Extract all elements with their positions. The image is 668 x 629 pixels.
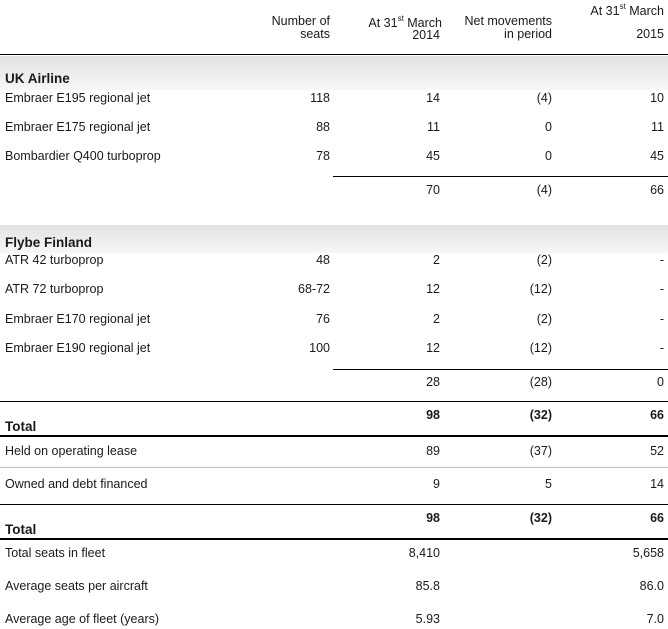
row-2015: - xyxy=(659,341,664,355)
row-seats: 118 xyxy=(310,91,330,105)
row-2015: 14 xyxy=(650,477,664,491)
header-seats-line1: Number of xyxy=(271,14,330,28)
row-label: Average seats per aircraft xyxy=(5,579,148,593)
total2-net: (32) xyxy=(529,511,552,525)
row-2014: 14 xyxy=(426,91,440,105)
uk-subtotal-rule xyxy=(333,176,668,177)
row-2015: 7.0 xyxy=(646,612,664,626)
header-seats-line2: seats xyxy=(300,27,330,41)
row-seats: 100 xyxy=(309,341,330,355)
total2-2014: 98 xyxy=(426,511,440,525)
row-net: 0 xyxy=(545,120,552,134)
row-2015: - xyxy=(659,282,664,296)
row-2014: 85.8 xyxy=(415,579,440,593)
header-net-line2: in period xyxy=(504,27,552,41)
header-2014-prefix: At 31 xyxy=(368,16,398,30)
flybe-finland-band xyxy=(0,225,668,253)
header-2015-suffix: March xyxy=(625,4,664,18)
row-label: Average age of fleet (years) xyxy=(5,612,160,626)
row-net: (2) xyxy=(536,312,552,326)
uk-airline-band xyxy=(0,56,668,90)
total1-net: (32) xyxy=(529,408,552,422)
subtotal-net: (4) xyxy=(536,183,552,197)
header-2015-prefix: At 31 xyxy=(590,4,620,18)
row-2014: 89 xyxy=(426,444,440,458)
row-2015: 10 xyxy=(650,91,664,105)
row-label: ATR 72 turboprop xyxy=(5,282,104,296)
row-2014: 8,410 xyxy=(408,546,440,560)
row-net: (2) xyxy=(536,253,552,267)
subtotal-2014: 28 xyxy=(426,375,440,389)
flybe-finland-title: Flybe Finland xyxy=(5,235,93,250)
row-2015: - xyxy=(659,312,664,326)
row-label: Total seats in fleet xyxy=(5,546,106,560)
row-2015: 45 xyxy=(650,149,664,163)
row-2015: - xyxy=(659,253,664,267)
subtotal-2015: 66 xyxy=(650,183,664,197)
header-2015-year: 2015 xyxy=(636,27,664,41)
header-rule xyxy=(0,54,668,55)
header-2014-suffix: March xyxy=(403,16,442,30)
row-label: Held on operating lease xyxy=(5,444,138,458)
row-net: (12) xyxy=(529,282,552,296)
row-2014: 11 xyxy=(427,120,440,134)
row-net: 0 xyxy=(545,149,552,163)
header-2015 xyxy=(570,1,664,18)
row-2014: 2 xyxy=(433,312,440,326)
row-2014: 9 xyxy=(433,477,440,491)
total1-2015: 66 xyxy=(650,408,664,422)
subtotal-2015: 0 xyxy=(657,375,664,389)
total1-label: Total xyxy=(5,419,37,434)
row-2015: 5,658 xyxy=(632,546,664,560)
header-net-line1: Net movements xyxy=(464,14,552,28)
row-net: (12) xyxy=(529,341,552,355)
row-label: ATR 42 turboprop xyxy=(5,253,104,267)
total2-bottom-rule xyxy=(0,538,668,540)
row-label: Bombardier Q400 turboprop xyxy=(5,149,161,163)
header-2014-sup: st xyxy=(397,13,404,23)
row-seats: 88 xyxy=(316,120,330,134)
row-2014: 12 xyxy=(426,282,440,296)
row-seats: 68-72 xyxy=(298,282,330,296)
row-label: Embraer E190 regional jet xyxy=(5,341,151,355)
row-seats: 78 xyxy=(316,149,330,163)
total1-top-rule xyxy=(0,401,668,402)
header-2015-sup: st xyxy=(619,1,626,11)
lease-divider xyxy=(0,467,668,468)
fin-subtotal-rule xyxy=(333,369,668,370)
row-label: Embraer E195 regional jet xyxy=(5,91,151,105)
row-2015: 52 xyxy=(650,444,664,458)
row-net: (37) xyxy=(529,444,552,458)
row-2014: 45 xyxy=(426,149,440,163)
row-seats: 48 xyxy=(316,253,330,267)
total1-2014: 98 xyxy=(426,408,440,422)
total2-2015: 66 xyxy=(650,511,664,525)
uk-airline-title: UK Airline xyxy=(5,71,70,86)
row-label: Embraer E175 regional jet xyxy=(5,120,151,134)
row-2014: 5.93 xyxy=(415,612,440,626)
row-2014: 12 xyxy=(426,341,440,355)
row-net: 5 xyxy=(545,477,552,491)
subtotal-net: (28) xyxy=(529,375,552,389)
row-label: Embraer E170 regional jet xyxy=(5,312,151,326)
header-2014-year: 2014 xyxy=(412,28,440,42)
row-label: Owned and debt financed xyxy=(5,477,148,491)
row-2015: 11 xyxy=(651,120,664,134)
total1-bottom-rule xyxy=(0,435,668,437)
total2-label: Total xyxy=(5,522,37,537)
row-net: (4) xyxy=(536,91,552,105)
row-2014: 2 xyxy=(433,253,440,267)
row-seats: 76 xyxy=(316,312,330,326)
row-2015: 86.0 xyxy=(639,579,664,593)
subtotal-2014: 70 xyxy=(426,183,440,197)
total2-top-rule xyxy=(0,504,668,505)
